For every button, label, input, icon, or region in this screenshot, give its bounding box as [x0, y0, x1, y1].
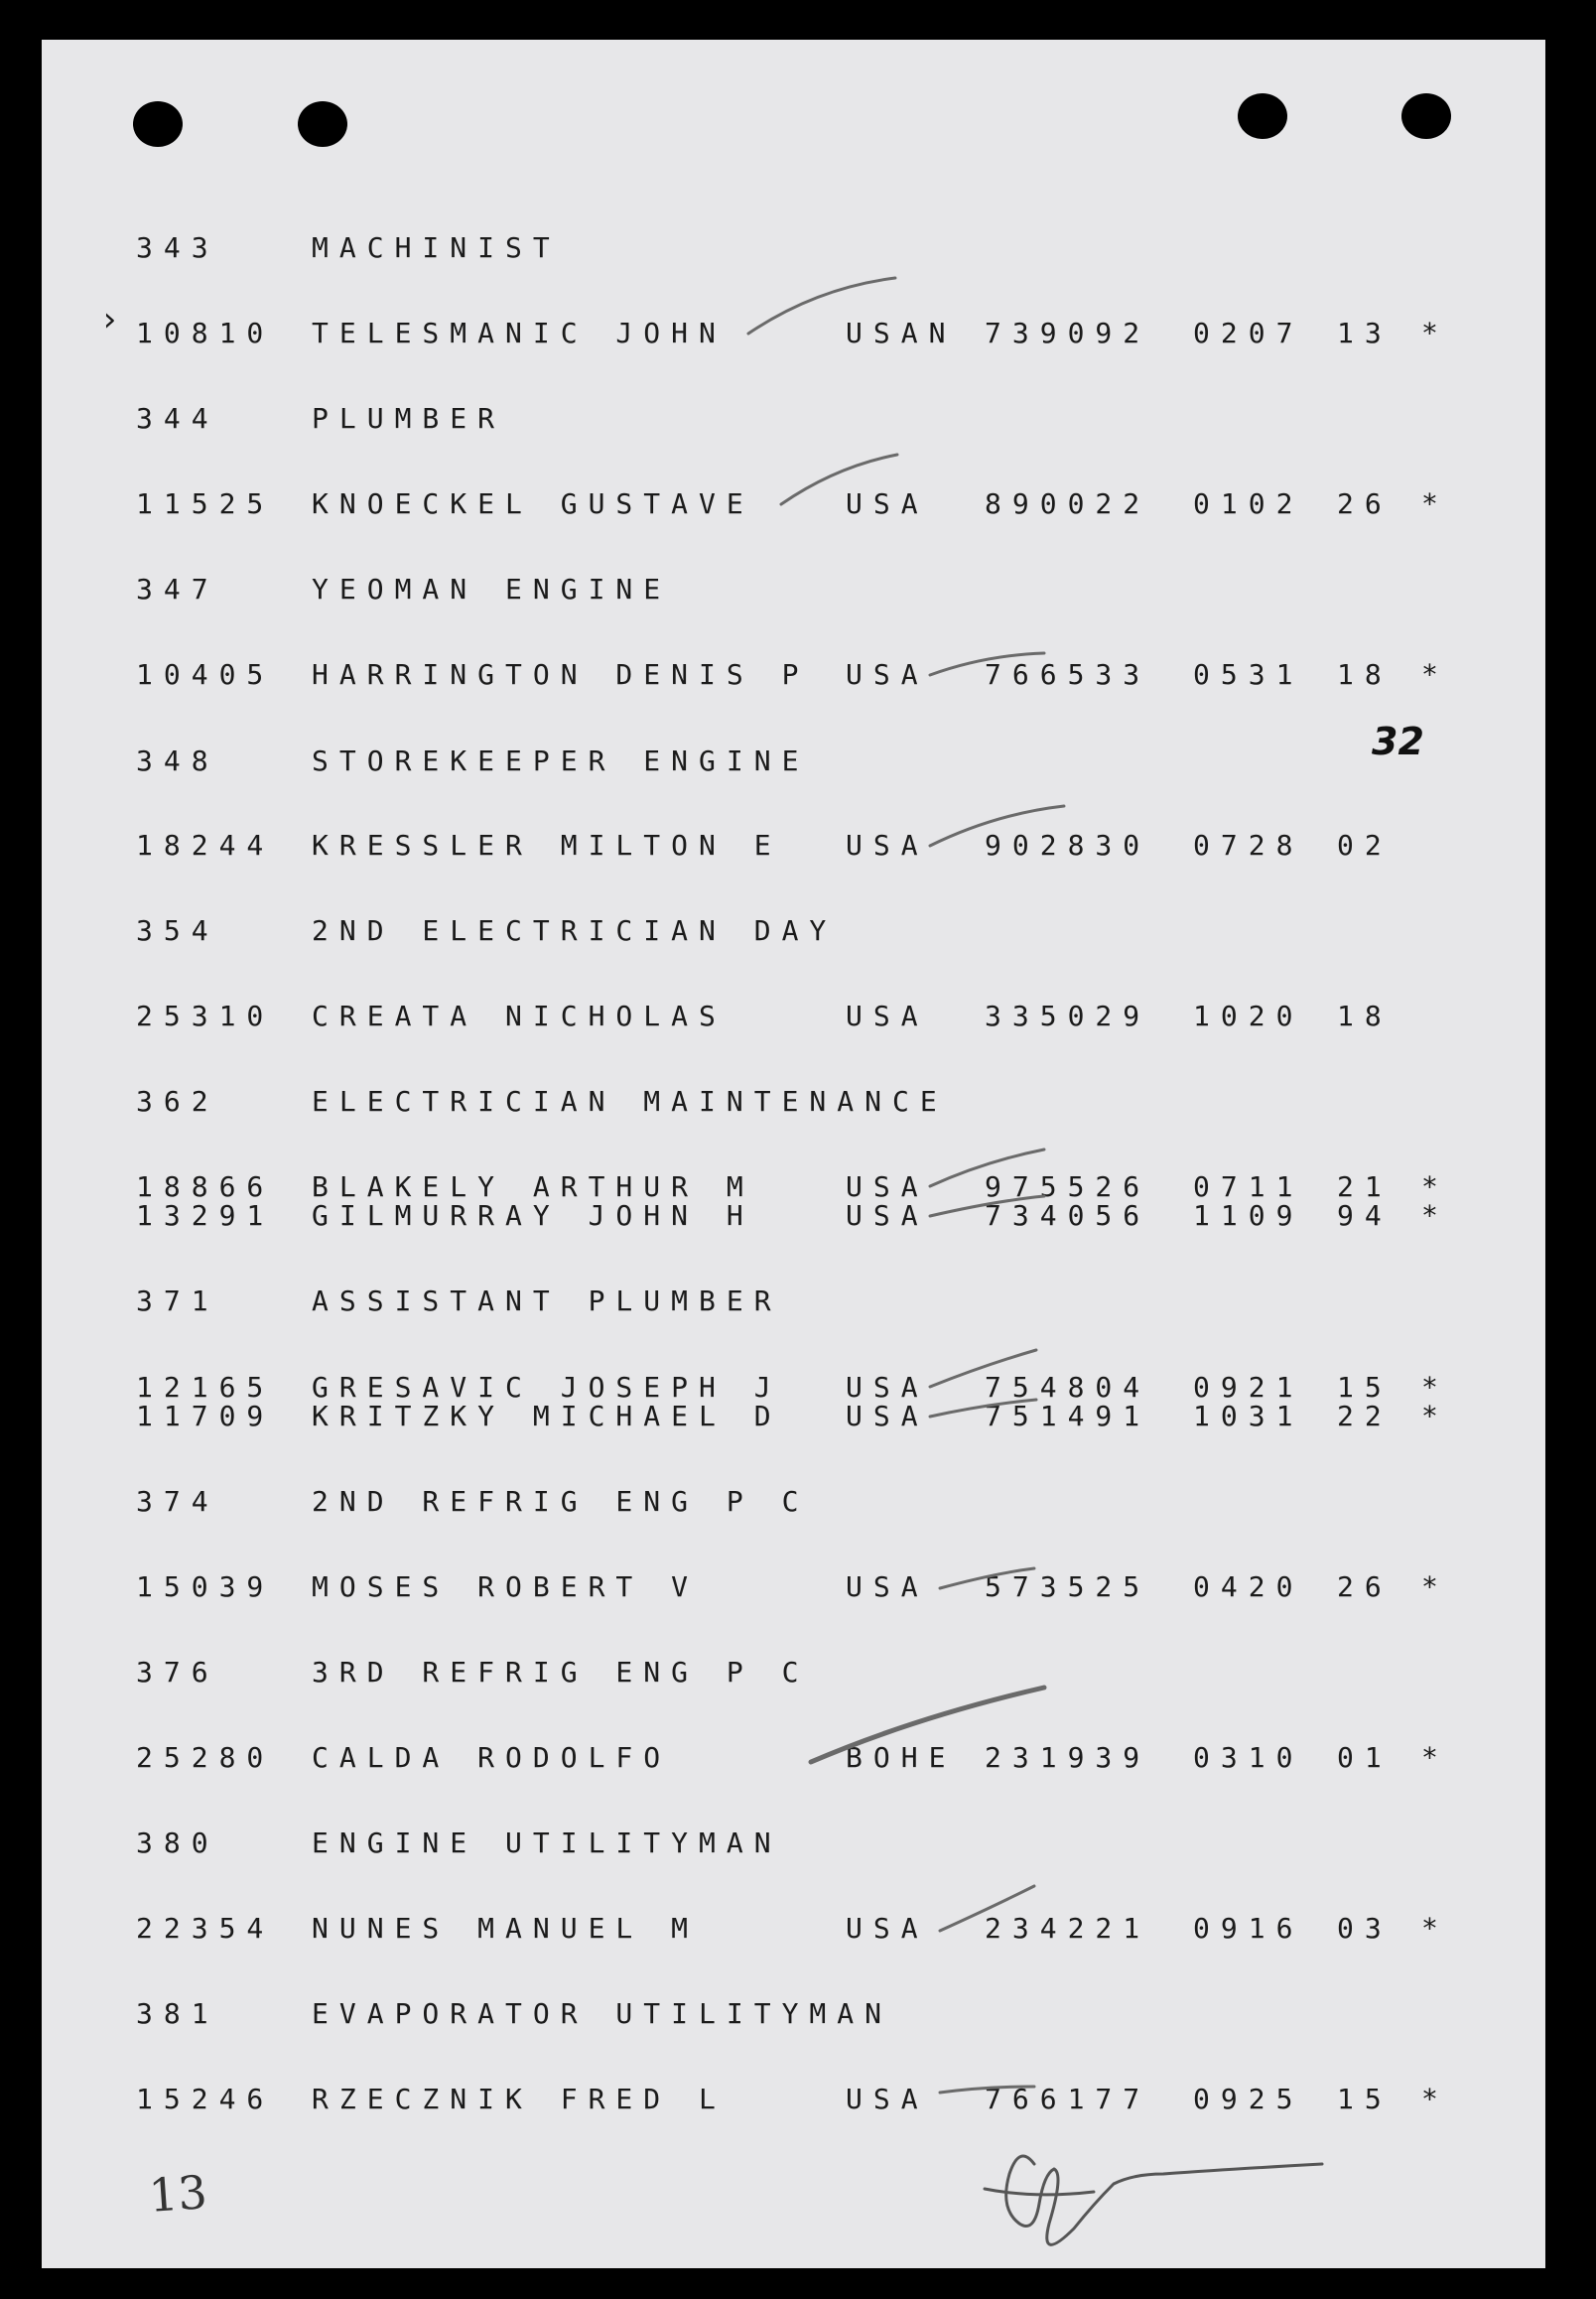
page-number: 32: [1372, 720, 1424, 763]
punch-hole: [133, 101, 183, 147]
punch-hole: [298, 101, 347, 147]
punch-hole: [1238, 93, 1287, 139]
handwritten-note: 13: [147, 2165, 209, 2223]
punch-hole: [1401, 93, 1451, 139]
margin-marker: ›: [99, 300, 120, 339]
document-page: › 343 MACHINIST 10810 TELESMANIC JOHN USAN 739092 0207 13 * 344 PLUMBER 11525 KNOECKEL GUSTAVE USA 890022 0102 26 * 347 YEOMAN ENGINE 10405 HARRINGTON DENIS P USA 766533 0531 18 * 348 STOREKEEPER ENGINE 18244 KRESSLER MILTON E USA 902830 0728 02 354 2ND ELECTRICIAN DAY 25310 CREATA NICHOLAS USA 335029 1020 18 362 ELECTRICIAN MAINTENANCE 18866 BLAKELY ARTHUR M USA 975526 0711 21 * 13291 GILMURRAY JOHN H USA 734056 1109 94 * 371 ASSISTANT PLUMBER 12165 GRESAVIC JOSEPH J USA 754804 0921 15 * 11709 KRITZKY MICHAEL D USA 751491 1031 22 * 374 2ND REFRIG ENG P C 15039 MOSES ROBERT V USA 573525 0420 26 * 376 3RD REFRIG ENG P C 25280 CALDA RODOLFO BOHE 231939 0310 01 * 380 ENGINE UTILITYMAN 22354 NUNES MANUEL M USA 234221 0916 03 * 381 EVAPORATOR UTILITYMAN 15246 RZECZNIK FRED L USA 766177 0925 15 * 32 13: [42, 40, 1545, 2268]
